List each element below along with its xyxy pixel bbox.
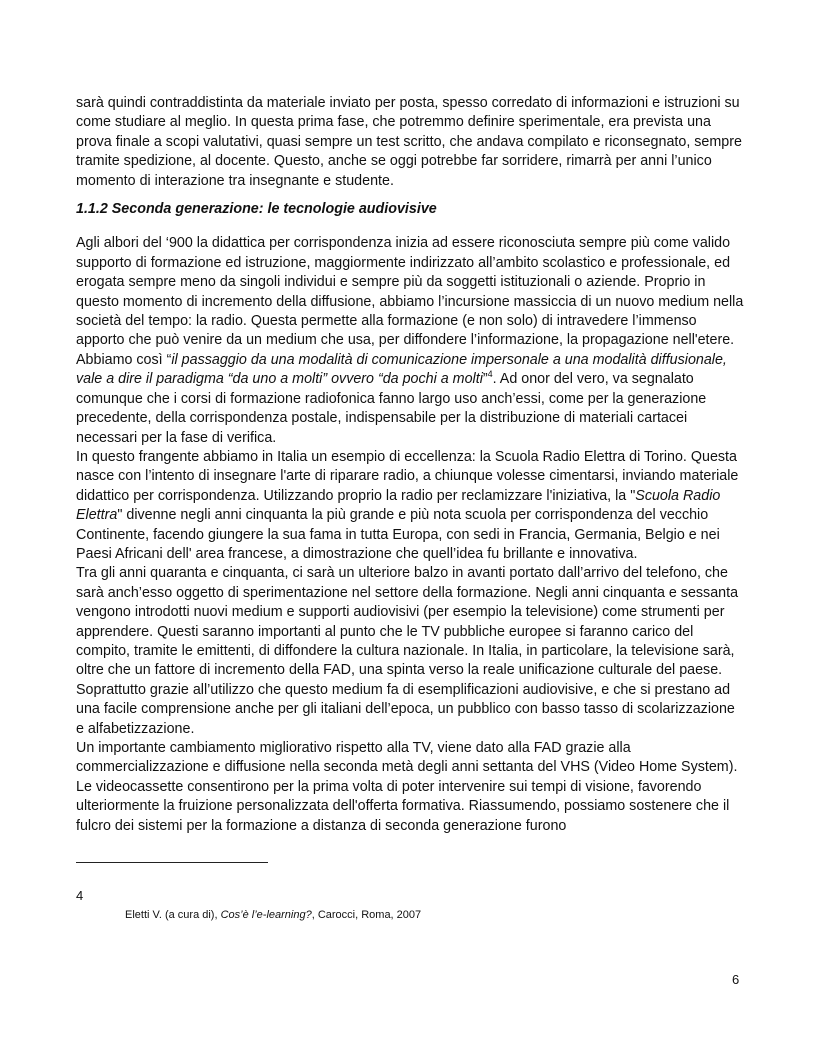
footnote-text <box>125 908 421 922</box>
body-text <box>76 94 744 836</box>
footnote-title-italic: Cos’è l’e-learning? <box>220 909 312 921</box>
quotation-close: ” <box>482 371 488 388</box>
paragraph-radio <box>76 234 744 447</box>
paragraph-scuola-text-b: " divenne negli anni cinquanta la più grande e più nota scuola per corrispondenza del vecchio Continente, facendo giungere la sua fama in tutta Europa, con sedi in Francia, Germania, Belgio e nei Paesi Africani dell' area francese, a dimostrazione che quell’idea fu brillante e innovativa. <box>76 507 720 562</box>
school-name-italic: Scuola Radio Elettra <box>76 487 721 524</box>
page-number: 6 <box>732 972 740 987</box>
footnote-text-a: Eletti V. (a cura di), <box>125 909 221 921</box>
paragraph-radio-text-c: . Ad onor del vero, va segnalato comunque che i corsi di formazione radiofonica fanno largo uso anch’essi, come per la generazione precedente, della corrispondenza postale, indispensabile per la distribuzione di materiali cartacei necessari per la fase di verifica. <box>76 371 707 446</box>
footnote-reference: 4 <box>487 369 493 380</box>
paragraph-vhs: Un importante cambiamento migliorativo rispetto alla TV, viene dato alla FAD grazie alla commercializzazione e diffusione nella seconda metà degli anni settanta del VHS (Video Home System). Le videocassette consentirono per la prima volta di poter intervenire sui tempi di visione, favorendo ulteriormente la fruizione personalizzata dell'offerta formativa. Riassumendo, possiamo sostenere che il fulcro dei sistemi per la formazione a distanza di seconda generazione furono <box>76 740 738 834</box>
paragraph-scuola-text-a: In questo frangente abbiamo in Italia un esempio di eccellenza: la Scuola Radio Elettra di Torino. Questa nasce con l’intento di insegnare l'arte di riparare radio, a chiunque volesse cimentarsi, inviando materiale didattico per corrispondenza. Utilizzando proprio la radio per reclamizzare l'iniziativa, la " <box>76 448 739 504</box>
paragraph-television: Tra gli anni quaranta e cinquanta, ci sarà un ulteriore balzo in avanti portato dall’arrivo del telefono, che sarà anch’esso oggetto di sperimentazione nel settore della formazione. Negli anni cinquanta e sessanta vengono introdotti nuovi medium e supporti audiovisivi (per esempio la televisione) come strumenti per apprendere. Questi saranno importanti al punto che le TV pubbliche europee si faranno carico del compito, tramite le emittenti, di diffondere la cultura nazionale. In Italia, in particolare, la televisione sarà, oltre che un fattore di incremento della FAD, una spinta verso la reale unificazione culturale del paese. Soprattutto grazie all’utilizzo che questo medium fa di esemplificazioni audiovisive, e che si prestano ad una facile comprensione anche per gli italiani dell’epoca, un pubblico con basso tasso di scolarizzazione e alfabetizzazione. <box>76 565 739 737</box>
footnote-separator <box>76 862 268 863</box>
footnote-number: 4 <box>76 888 84 903</box>
paragraph-continuation: sarà quindi contraddistinta da materiale inviato per posta, spesso corredato di informazioni e istruzioni su come studiare al meglio. In questa prima fase, che potremmo definire sperimentale, era prevista una prova finale a scopi valutativi, quasi sempre un test scritto, che andava compilato e riconsegnato, sempre tramite spedizione, al docente. Questo, anche se oggi potrebbe far sorridere, rimarrà per anni l’unico momento di interazione tra insegnante e studente. <box>76 95 742 189</box>
quotation-italic: il passaggio da una modalità di comunicazione impersonale a una modalità diffusionale, vale a dire il paradigma “da uno a molti” ovvero “da pochi a molti <box>76 351 727 388</box>
paragraph-scuola-radio-elettra <box>76 448 744 564</box>
section-heading: 1.1.2 Seconda generazione: le tecnologie audiovisive <box>76 201 437 218</box>
footnote-text-b: , Carocci, Roma, 2007 <box>311 909 422 921</box>
paragraph-radio-text-a: Agli albori del ‘900 la didattica per corrispondenza inizia ad essere riconosciuta sempre più come valido supporto di formazione ed istruzione, maggiormente indirizzato all’ambito scolastico e professionale, ed erogata sempre meno da singoli individui e sempre più da soggetti istituzionali o aziende. Proprio in questo momento di incremento della diffusione, abbiamo l’incursione massiccia di un nuovo medium nella società del tempo: la radio. Questa permette alla formazione (e non solo) di intravedere l’immenso apporto che può venire da un medium che usa, per diffondere l’informazione, la propagazione nell'etere. Abbiamo così “ <box>76 235 744 368</box>
